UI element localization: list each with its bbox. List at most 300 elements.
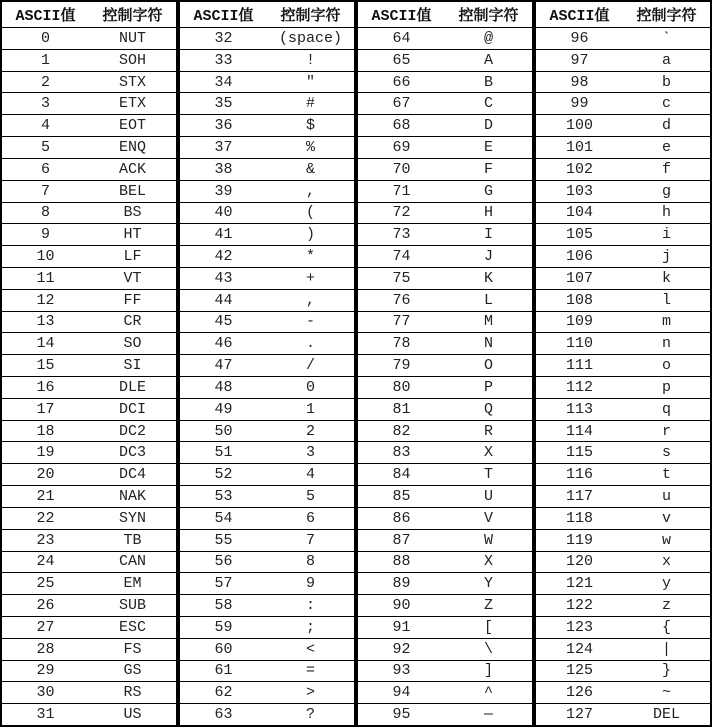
table-row	[2, 202, 176, 224]
table-row	[358, 158, 532, 180]
ascii-value-cell: 79	[392, 357, 411, 375]
control-char-cell: BS	[123, 204, 142, 222]
control-char-cell: 6	[305, 509, 315, 527]
ascii-value-cell: 57	[214, 575, 233, 593]
table-row	[536, 289, 710, 311]
control-char-cell: ENQ	[118, 138, 146, 156]
control-char-cell: 5	[305, 487, 315, 505]
control-char-cell: CR	[123, 313, 142, 331]
ascii-value-cell: 106	[565, 248, 593, 266]
ascii-value-cell: 81	[392, 400, 411, 418]
ascii-value-cell: 114	[565, 422, 593, 440]
table-row	[358, 354, 532, 376]
control-char-cell: /	[305, 357, 315, 375]
control-char-cell: *	[305, 248, 315, 266]
control-char-cell: A	[483, 51, 493, 69]
control-char-cell: :	[305, 597, 315, 615]
column-header-control-char: 控制字符	[636, 8, 697, 25]
table-row	[536, 572, 710, 594]
control-char-cell: EM	[123, 575, 142, 593]
column-header-ascii-value: ASCII值	[193, 8, 254, 25]
ascii-value-cell: 124	[565, 640, 593, 658]
ascii-value-cell: 68	[392, 117, 411, 135]
ascii-value-cell: 104	[565, 204, 593, 222]
control-char-cell: g	[661, 182, 671, 200]
table-row	[180, 245, 354, 267]
ascii-value-cell: 82	[392, 422, 411, 440]
ascii-value-cell: 116	[565, 466, 593, 484]
table-row	[536, 158, 710, 180]
table-row	[2, 507, 176, 529]
control-char-cell: x	[661, 553, 671, 571]
ascii-value-cell: 55	[214, 531, 233, 549]
ascii-value-cell: 21	[36, 487, 55, 505]
control-char-cell: %	[305, 138, 315, 156]
ascii-value-cell: 122	[565, 597, 593, 615]
column-header-ascii-value: ASCII值	[549, 8, 610, 25]
table-row	[2, 158, 176, 180]
control-char-cell: L	[483, 291, 493, 309]
control-char-cell: (	[305, 204, 315, 222]
control-char-cell: ,	[305, 182, 315, 200]
table-row	[180, 114, 354, 136]
control-char-cell: SOH	[118, 51, 146, 69]
control-char-cell: LF	[123, 248, 142, 266]
ascii-value-cell: 44	[214, 291, 233, 309]
control-char-cell: $	[305, 117, 315, 135]
control-char-cell: +	[305, 269, 315, 287]
ascii-value-cell: 2	[40, 73, 50, 91]
ascii-value-cell: 94	[392, 684, 411, 702]
table-row	[2, 245, 176, 267]
ascii-value-cell: 96	[570, 29, 589, 47]
ascii-value-cell: 100	[565, 117, 593, 135]
control-char-cell: h	[661, 204, 671, 222]
control-char-cell: I	[483, 226, 493, 244]
control-char-cell: !	[305, 51, 315, 69]
control-char-cell: R	[483, 422, 493, 440]
ascii-value-cell: 50	[214, 422, 233, 440]
control-char-cell: DCI	[118, 400, 146, 418]
ascii-value-cell: 77	[392, 313, 411, 331]
control-char-cell: t	[661, 466, 671, 484]
control-char-cell: SYN	[118, 509, 146, 527]
ascii-value-cell: 58	[214, 597, 233, 615]
ascii-value-cell: 118	[565, 509, 593, 527]
control-char-cell: D	[483, 117, 493, 135]
control-char-cell: a	[661, 51, 671, 69]
table-row	[358, 638, 532, 660]
table-row	[180, 398, 354, 420]
ascii-value-cell: 29	[36, 662, 55, 680]
control-char-cell: <	[305, 640, 315, 658]
control-char-cell: V	[483, 509, 493, 527]
table-header-row	[536, 2, 710, 27]
control-char-cell: (space)	[278, 29, 342, 47]
table-row	[358, 92, 532, 114]
ascii-value-cell: 85	[392, 487, 411, 505]
table-row	[536, 92, 710, 114]
table-row	[180, 507, 354, 529]
table-row	[2, 49, 176, 71]
ascii-value-cell: 73	[392, 226, 411, 244]
ascii-value-cell: 43	[214, 269, 233, 287]
control-char-cell: -	[305, 313, 315, 331]
table-body	[536, 27, 710, 725]
ascii-table-group-64-95	[356, 0, 534, 727]
table-row	[2, 92, 176, 114]
ascii-value-cell: 71	[392, 182, 411, 200]
ascii-value-cell: 22	[36, 509, 55, 527]
control-char-cell: K	[483, 269, 493, 287]
table-row	[536, 463, 710, 485]
ascii-value-cell: 126	[565, 684, 593, 702]
control-char-cell: v	[661, 509, 671, 527]
control-char-cell: >	[305, 684, 315, 702]
control-char-cell: "	[305, 73, 315, 91]
ascii-value-cell: 26	[36, 597, 55, 615]
table-row	[358, 136, 532, 158]
ascii-value-cell: 19	[36, 444, 55, 462]
table-row	[180, 49, 354, 71]
ascii-value-cell: 119	[565, 531, 593, 549]
ascii-value-cell: 52	[214, 466, 233, 484]
control-char-cell: #	[305, 95, 315, 113]
table-row	[536, 376, 710, 398]
ascii-value-cell: 8	[40, 204, 50, 222]
table-row	[536, 681, 710, 703]
table-row	[2, 441, 176, 463]
control-char-cell: ;	[305, 618, 315, 636]
ascii-value-cell: 78	[392, 335, 411, 353]
ascii-value-cell: 36	[214, 117, 233, 135]
control-char-cell: DC4	[118, 466, 146, 484]
table-body	[2, 27, 176, 725]
table-row	[180, 529, 354, 551]
column-header-control-char: 控制字符	[458, 8, 519, 25]
control-char-cell: HT	[123, 226, 142, 244]
table-row	[358, 681, 532, 703]
ascii-value-cell: 17	[36, 400, 55, 418]
ascii-value-cell: 30	[36, 684, 55, 702]
table-row	[180, 289, 354, 311]
table-row	[536, 398, 710, 420]
table-row	[2, 681, 176, 703]
control-char-cell: —	[483, 706, 493, 724]
ascii-value-cell: 27	[36, 618, 55, 636]
table-row	[2, 27, 176, 49]
table-row	[358, 223, 532, 245]
control-char-cell: }	[661, 662, 671, 680]
control-char-cell: X	[483, 553, 493, 571]
ascii-value-cell: 61	[214, 662, 233, 680]
table-row	[536, 71, 710, 93]
table-row	[536, 311, 710, 333]
control-char-cell: `	[661, 29, 671, 47]
ascii-value-cell: 15	[36, 357, 55, 375]
table-row	[2, 420, 176, 442]
ascii-value-cell: 14	[36, 335, 55, 353]
ascii-value-cell: 109	[565, 313, 593, 331]
ascii-value-cell: 95	[392, 706, 411, 724]
control-char-cell: H	[483, 204, 493, 222]
control-char-cell: f	[661, 160, 671, 178]
table-row	[2, 398, 176, 420]
table-row	[536, 660, 710, 682]
control-char-cell: E	[483, 138, 493, 156]
control-char-cell: NUT	[118, 29, 146, 47]
table-row	[2, 703, 176, 725]
ascii-value-cell: 59	[214, 618, 233, 636]
ascii-value-cell: 102	[565, 160, 593, 178]
control-char-cell: TB	[123, 531, 142, 549]
table-row	[2, 551, 176, 573]
table-row	[2, 71, 176, 93]
ascii-value-cell: 97	[570, 51, 589, 69]
control-char-cell: {	[661, 618, 671, 636]
table-body	[180, 27, 354, 725]
table-row	[180, 616, 354, 638]
control-char-cell: &	[305, 160, 315, 178]
ascii-value-cell: 53	[214, 487, 233, 505]
control-char-cell: 1	[305, 400, 315, 418]
control-char-cell: ESC	[118, 618, 146, 636]
table-row	[358, 267, 532, 289]
table-row	[2, 529, 176, 551]
table-row	[536, 485, 710, 507]
table-row	[536, 420, 710, 442]
ascii-value-cell: 90	[392, 597, 411, 615]
table-row	[2, 354, 176, 376]
ascii-value-cell: 87	[392, 531, 411, 549]
table-row	[358, 311, 532, 333]
ascii-value-cell: 11	[36, 269, 55, 287]
control-char-cell: SUB	[118, 597, 146, 615]
control-char-cell: 4	[305, 466, 315, 484]
table-row	[536, 551, 710, 573]
control-char-cell: Y	[483, 575, 493, 593]
control-char-cell: NAK	[118, 487, 146, 505]
ascii-table-group-0-31	[0, 0, 178, 727]
ascii-value-cell: 115	[565, 444, 593, 462]
control-char-cell: J	[483, 248, 493, 266]
control-char-cell: SI	[123, 357, 142, 375]
ascii-value-cell: 107	[565, 269, 593, 287]
ascii-value-cell: 32	[214, 29, 233, 47]
ascii-value-cell: 42	[214, 248, 233, 266]
table-row	[536, 332, 710, 354]
ascii-value-cell: 72	[392, 204, 411, 222]
ascii-value-cell: 69	[392, 138, 411, 156]
table-row	[358, 616, 532, 638]
table-row	[2, 660, 176, 682]
control-char-cell: ~	[661, 684, 671, 702]
ascii-value-cell: 4	[40, 117, 50, 135]
ascii-value-cell: 120	[565, 553, 593, 571]
ascii-value-cell: 3	[40, 95, 50, 113]
control-char-cell: Q	[483, 400, 493, 418]
table-row	[2, 114, 176, 136]
control-char-cell: T	[483, 466, 493, 484]
control-char-cell: BEL	[118, 182, 146, 200]
ascii-value-cell: 65	[392, 51, 411, 69]
table-body	[358, 27, 532, 725]
table-row	[536, 616, 710, 638]
control-char-cell: d	[661, 117, 671, 135]
ascii-value-cell: 93	[392, 662, 411, 680]
control-char-cell: SO	[123, 335, 142, 353]
column-header-ascii-value: ASCII值	[371, 8, 432, 25]
ascii-value-cell: 51	[214, 444, 233, 462]
table-row	[180, 681, 354, 703]
table-row	[358, 551, 532, 573]
control-char-cell: ?	[305, 706, 315, 724]
control-char-cell: c	[661, 95, 671, 113]
control-char-cell: O	[483, 357, 493, 375]
control-char-cell: STX	[118, 73, 146, 91]
control-char-cell: CAN	[118, 553, 146, 571]
table-row	[180, 463, 354, 485]
control-char-cell: B	[483, 73, 493, 91]
control-char-cell: DC3	[118, 444, 146, 462]
table-row	[2, 463, 176, 485]
column-header-control-char: 控制字符	[102, 8, 163, 25]
ascii-value-cell: 76	[392, 291, 411, 309]
ascii-value-cell: 86	[392, 509, 411, 527]
ascii-value-cell: 38	[214, 160, 233, 178]
control-char-cell: o	[661, 357, 671, 375]
control-char-cell: m	[661, 313, 671, 331]
table-row	[536, 136, 710, 158]
control-char-cell: M	[483, 313, 493, 331]
ascii-value-cell: 67	[392, 95, 411, 113]
ascii-value-cell: 23	[36, 531, 55, 549]
ascii-value-cell: 28	[36, 640, 55, 658]
ascii-value-cell: 110	[565, 335, 593, 353]
ascii-value-cell: 16	[36, 378, 55, 396]
table-row	[2, 594, 176, 616]
table-row	[2, 136, 176, 158]
ascii-value-cell: 108	[565, 291, 593, 309]
control-char-cell: DLE	[118, 378, 146, 396]
control-char-cell: DC2	[118, 422, 146, 440]
table-row	[536, 114, 710, 136]
control-char-cell: X	[483, 444, 493, 462]
table-row	[358, 289, 532, 311]
ascii-value-cell: 0	[40, 29, 50, 47]
ascii-value-cell: 127	[565, 706, 593, 724]
ascii-value-cell: 91	[392, 618, 411, 636]
control-char-cell: .	[305, 335, 315, 353]
ascii-value-cell: 83	[392, 444, 411, 462]
ascii-value-cell: 13	[36, 313, 55, 331]
ascii-value-cell: 75	[392, 269, 411, 287]
control-char-cell: |	[661, 640, 671, 658]
control-char-cell: N	[483, 335, 493, 353]
control-char-cell: s	[661, 444, 671, 462]
ascii-value-cell: 40	[214, 204, 233, 222]
table-header-row	[2, 2, 176, 27]
control-char-cell: ACK	[118, 160, 146, 178]
ascii-value-cell: 121	[565, 575, 593, 593]
table-row	[358, 485, 532, 507]
table-row	[358, 49, 532, 71]
control-char-cell: FS	[123, 640, 142, 658]
table-row	[180, 703, 354, 725]
ascii-value-cell: 63	[214, 706, 233, 724]
control-char-cell: 3	[305, 444, 315, 462]
ascii-value-cell: 33	[214, 51, 233, 69]
ascii-value-cell: 12	[36, 291, 55, 309]
table-row	[358, 27, 532, 49]
control-char-cell: EOT	[118, 117, 146, 135]
table-row	[536, 202, 710, 224]
table-row	[536, 49, 710, 71]
table-row	[180, 92, 354, 114]
table-row	[536, 354, 710, 376]
table-row	[180, 441, 354, 463]
ascii-value-cell: 41	[214, 226, 233, 244]
control-char-cell: [	[483, 618, 493, 636]
table-row	[536, 594, 710, 616]
table-row	[180, 420, 354, 442]
ascii-value-cell: 31	[36, 706, 55, 724]
ascii-value-cell: 46	[214, 335, 233, 353]
ascii-value-cell: 7	[40, 182, 50, 200]
table-row	[358, 71, 532, 93]
ascii-value-cell: 48	[214, 378, 233, 396]
ascii-value-cell: 117	[565, 487, 593, 505]
control-char-cell: ]	[483, 662, 493, 680]
ascii-value-cell: 35	[214, 95, 233, 113]
control-char-cell: 8	[305, 553, 315, 571]
ascii-value-cell: 39	[214, 182, 233, 200]
control-char-cell: \	[483, 640, 493, 658]
ascii-value-cell: 9	[40, 226, 50, 244]
control-char-cell: GS	[123, 662, 142, 680]
table-row	[180, 71, 354, 93]
ascii-value-cell: 49	[214, 400, 233, 418]
table-row	[358, 572, 532, 594]
ascii-value-cell: 66	[392, 73, 411, 91]
table-row	[180, 638, 354, 660]
control-char-cell: FF	[123, 291, 142, 309]
control-char-cell: VT	[123, 269, 142, 287]
table-row	[358, 245, 532, 267]
ascii-value-cell: 99	[570, 95, 589, 113]
ascii-table-group-96-127	[534, 0, 712, 727]
control-char-cell: DEL	[652, 706, 680, 724]
ascii-value-cell: 60	[214, 640, 233, 658]
ascii-value-cell: 6	[40, 160, 50, 178]
control-char-cell: =	[305, 662, 315, 680]
ascii-value-cell: 80	[392, 378, 411, 396]
table-row	[358, 441, 532, 463]
table-row	[536, 180, 710, 202]
control-char-cell: C	[483, 95, 493, 113]
ascii-value-cell: 123	[565, 618, 593, 636]
control-char-cell: US	[123, 706, 142, 724]
ascii-value-cell: 98	[570, 73, 589, 91]
table-row	[180, 594, 354, 616]
control-char-cell: z	[661, 597, 671, 615]
table-row	[180, 332, 354, 354]
ascii-value-cell: 64	[392, 29, 411, 47]
table-row	[358, 180, 532, 202]
control-char-cell: RS	[123, 684, 142, 702]
table-row	[180, 136, 354, 158]
table-row	[536, 267, 710, 289]
